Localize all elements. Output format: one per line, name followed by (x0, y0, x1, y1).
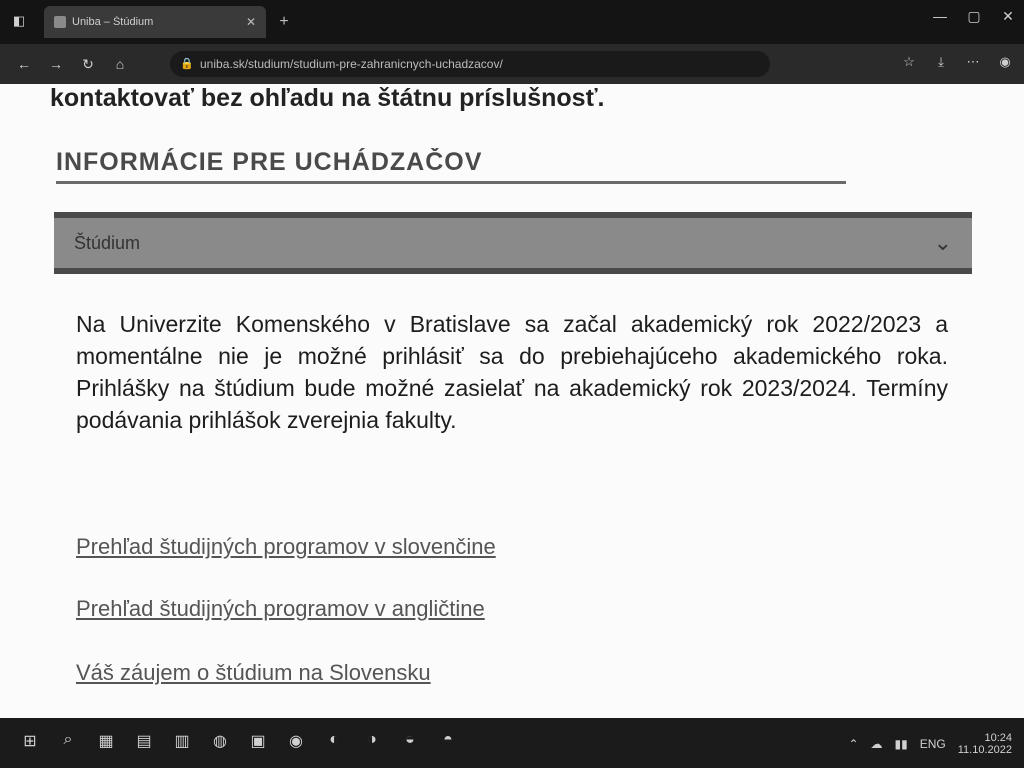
app-icon-1[interactable]: ▣ (250, 733, 266, 750)
reload-icon[interactable]: ↻ (82, 56, 94, 72)
clock[interactable] (958, 732, 1012, 756)
close-tab-icon[interactable]: ✕ (245, 15, 256, 29)
app-icon-6[interactable]: ◓ (443, 731, 453, 748)
app-icon-2[interactable]: ◉ (289, 733, 303, 750)
browser-toolbar (0, 44, 1024, 84)
chevron-down-icon: ⌄ (933, 230, 952, 255)
favicon-icon (54, 16, 66, 28)
address-text: uniba.sk/studium/studium-pre-zahranicnych-uchadzacov/ (200, 57, 503, 71)
taskbar (0, 718, 1024, 768)
download-icon[interactable]: ⤓ (938, 54, 944, 69)
study-in-slovakia-link[interactable]: Váš záujem o štúdium na Slovensku (76, 660, 431, 685)
browser-tab[interactable] (44, 6, 266, 38)
tab-bar (0, 0, 1024, 44)
taskbar-apps (18, 731, 460, 751)
menu-icon[interactable]: ⋯ (966, 54, 980, 69)
intro-text: kontaktovať bez ohľadu na štátnu príslušnosť. (50, 84, 605, 112)
time: 10:24 (984, 732, 1012, 744)
store-icon[interactable]: ▥ (174, 733, 190, 750)
language-indicator[interactable]: ENG (919, 737, 946, 751)
maximize-icon[interactable]: ▢ (967, 8, 981, 24)
task-view-icon[interactable]: ▦ (98, 733, 114, 750)
address-bar[interactable] (170, 51, 770, 77)
toolbar-actions (900, 54, 1014, 70)
system-tray (848, 732, 1012, 756)
favorite-icon[interactable]: ☆ (903, 54, 915, 69)
close-window-icon[interactable]: ✕ (1002, 8, 1014, 24)
accordion-toggle[interactable] (54, 212, 972, 274)
tab-title: Uniba – Štúdium (72, 16, 154, 28)
search-icon[interactable]: ⌕ (63, 731, 73, 748)
profile-icon[interactable]: ◉ (999, 54, 1011, 69)
cloud-icon[interactable]: ☁ (870, 737, 883, 751)
forward-icon[interactable]: → (49, 56, 63, 72)
tab-actions-icon[interactable]: ◧ (12, 13, 26, 28)
accordion-label: Štúdium (74, 232, 141, 253)
admission-notice: Na Univerzite Komenského v Bratislave sa začal akademický rok 2022/2023 a momentálne nie je možné prihlásiť sa do prebiehajúceho akademického roka. Prihlášky na štúdium bude možné zasielať na akademický rok 2023/2024. Termíny podávania prihlášok zverejnia fakulty. (76, 311, 948, 433)
tray-overflow-icon[interactable]: ⌃ (848, 737, 859, 751)
minimize-icon[interactable]: — (933, 8, 947, 24)
section-heading: INFORMÁCIE PRE UCHÁDZAČOV (56, 148, 846, 184)
app-icon-3[interactable]: ◐ (329, 731, 339, 748)
lock-icon: 🔒 (180, 58, 194, 70)
start-icon[interactable]: ⊞ (23, 733, 37, 750)
file-explorer-icon[interactable]: ▤ (136, 733, 152, 750)
web-page (0, 84, 1024, 718)
programs-slovak-link[interactable]: Prehľad študijných programov v slovenčine (76, 534, 496, 559)
new-tab-button[interactable]: + (279, 13, 289, 30)
battery-icon[interactable]: ▮▮ (894, 737, 908, 751)
programs-english-link[interactable]: Prehľad študijných programov v angličtine (76, 596, 485, 621)
date: 11.10.2022 (957, 744, 1012, 756)
home-icon[interactable]: ⌂ (115, 56, 125, 72)
app-icon-5[interactable]: ◒ (405, 731, 415, 748)
app-icon-4[interactable]: ◑ (367, 731, 377, 748)
window-controls (932, 8, 1016, 25)
browser-chrome (0, 0, 1024, 84)
back-icon[interactable]: ← (17, 56, 31, 72)
browser-icon[interactable]: ◍ (213, 733, 227, 750)
